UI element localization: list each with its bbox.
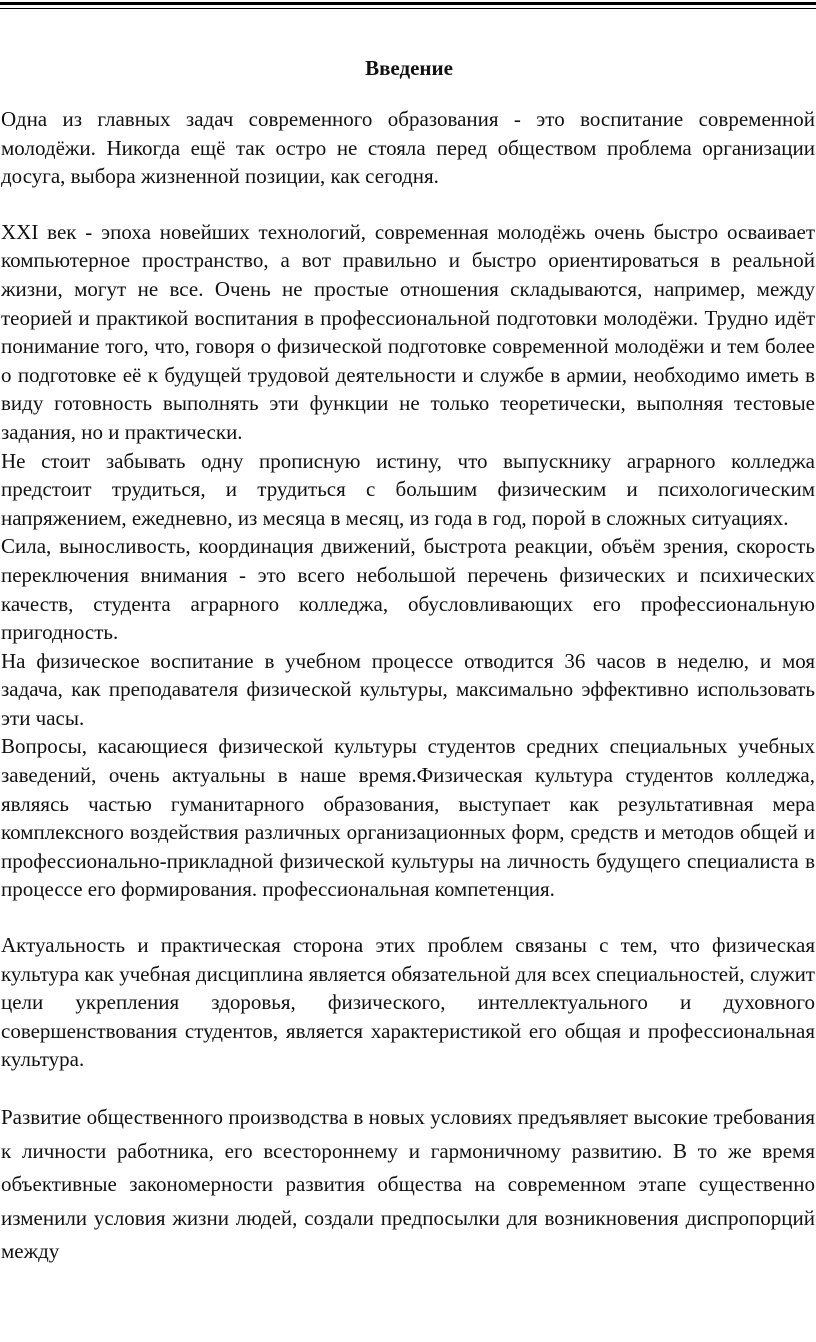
paragraph-4: Сила, выносливость, координация движений, быстрота реакции, объём зрения, скорость переключения внимания - это всего небольшой перечень физических и психических качеств, студента аграрного колледжа, обусловливающих его профессиональную пригодность. [1,534,815,645]
paragraph-1: Одна из главных задач современного образования - это воспитание современной молодёжи. Никогда ещё так остро не стояла перед обществом проблема организации досуга, выбора жизненной позиции, как сегодня. [1,107,815,189]
paragraph-6: Вопросы, касающиеся физической культуры студентов средних специальных учебных заведений, очень актуальны в наше время.Физическая культура студентов колледжа, являясь частью гуманитарного образования, выступает как результативная мера комплексного воздействия различных организационных форм, средств и методов общей и профессионально-прикладной физической культуры на личность будущего специалиста в процессе его формирования. профессиональная компетенция. [1,734,815,902]
document-title: Введение [365,56,453,80]
document-body [1,55,815,1269]
header-rule-thin [0,8,816,9]
header-rule-thick [0,2,816,5]
paragraph-3: Не стоит забывать одну прописную истину, что выпускнику аграрного колледжа предстоит трудиться, и трудиться с большим физическим и психологическим напряжением, ежедневно, из месяца в месяц, из года в год, порой в сложных ситуациях. [1,448,815,530]
paragraph-7: Актуальность и практическая сторона этих проблем связаны с тем, что физическая культура как учебная дисциплина является обязательной для всех специальностей, служит цели укрепления здоровья, физического, интеллектуального и духовного совершенствования студентов, является характеристикой его общая и профессиональная культура. [1,933,815,1072]
paragraph-5: На физическое воспитание в учебном процессе отводится 36 часов в неделю, и моя задача, как преподавателя физической культуры, максимально эффективно использовать эти часы. [1,648,815,730]
paragraph-2: XXI век - эпоха новейших технологий, современная молодёжь очень быстро осваивает компьютерное пространство, а вот правильно и быстро ориентироваться в реальной жизни, могут не все. Очень не простые отношения складываются, например, между теорией и практикой воспитания в профессиональной подготовки молодёжи. Трудно идёт понимание того, что, говоря о физической подготовке современной молодёжи и тем более о подготовке её к будущей трудовой деятельности и службе в армии, необходимо иметь в виду готовность выполнять эти функции не только теоретически, выполняя тестовые задания, но и практически. [1,219,815,444]
paragraph-8: Развитие общественного производства в новых условиях предъявляет высокие требования к личности работника, его всестороннему и гармоничному развитию. В то же время объективные закономерности развития общества на современном этапе существенно изменили условия жизни людей, создали предпосылки для возникновения диспропорций между [1,1105,815,1264]
